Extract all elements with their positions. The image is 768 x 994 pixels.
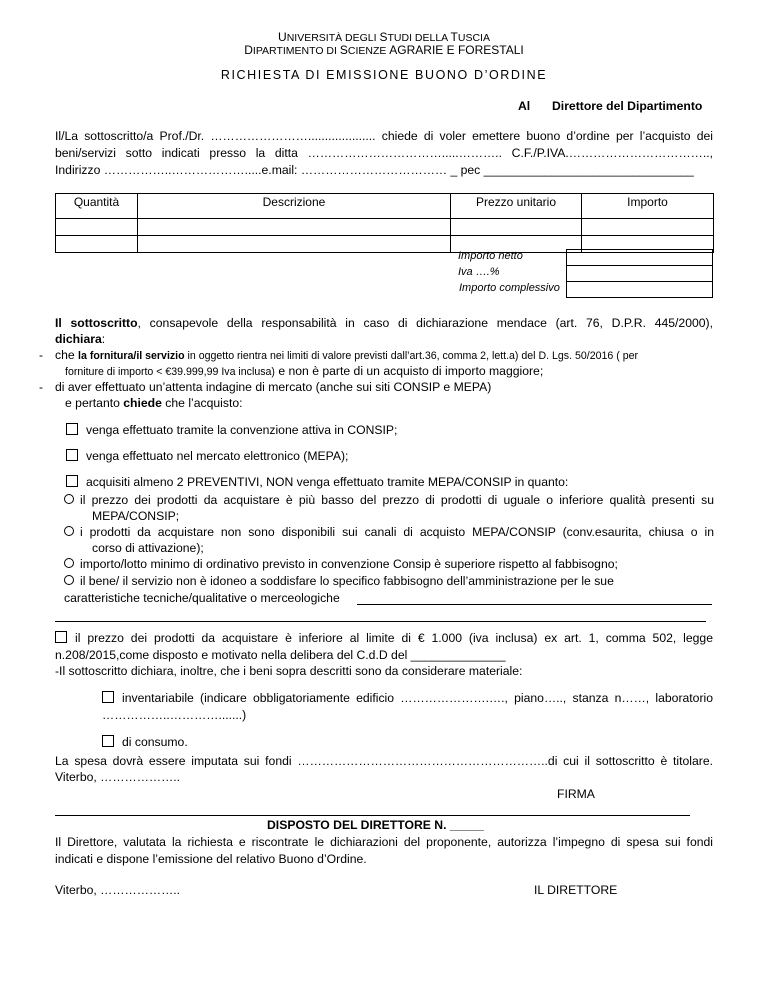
department-name: DIPARTIMENTO DI SCIENZE AGRARIE E FORESTALI [244,43,524,57]
importo-complessivo-label: Importo complessivo [459,282,560,294]
option-mepa: venga effettuato nel mercato elettronico (MEPA); [66,449,348,463]
intro-line-3: Indirizzo ……………..……………….....e.mail: ……………………………… _ pec _______________________________ [55,163,694,177]
il-direttore-label: IL DIRETTORE [534,883,618,897]
header-descrizione: Descrizione [138,194,451,219]
disposto-title: DISPOSTO DEL DIRETTORE N. _____ [267,818,484,832]
reason-1-cont: MEPA/CONSIP; [92,509,180,523]
signature-line[interactable] [55,815,690,816]
iva-label: Iva ….% [458,266,500,278]
table-cell[interactable] [56,236,138,253]
header-quantita: Quantità [56,194,138,219]
disposto-text-1: Il Direttore, valutata la richiesta e riscontrate le dichiarazioni del proponente, autorizza l’impegno di spesa sui fondi [55,835,713,849]
disposto-viterbo: Viterbo, ……………….. [55,883,181,897]
reason-3: importo/lotto minimo di ordinativo previsto in convenzione Consip è superiore rispetto al fabbisogno; [64,557,618,571]
reason-2-cont: corso di attivazione); [92,541,204,555]
items-table [55,193,714,253]
materials-text: -Il sottoscritto dichiara, inoltre, che i beni sopra descritti sono da considerare materiale: [55,664,523,678]
totals-table [566,249,713,298]
radio[interactable] [64,526,74,536]
reason-4-line[interactable] [357,604,712,605]
reason-4-cont: caratteristiche tecniche/qualitative o merceologiche [64,591,340,605]
item-dash: - [39,348,44,362]
table-cell[interactable] [138,219,451,236]
importo-complessivo-value[interactable] [567,282,713,298]
declaration-item-1-cont: forniture di importo < €39.999,99 Iva inclusa) e non è parte di un acquisto di importo maggiore; [65,364,544,378]
declaration-lead: Il sottoscritto, consapevole della responsabilità in caso di dichiarazione mendace (art. 76, D.P.R. 445/2000), [55,316,713,330]
university-name: UNIVERSITÀ DEGLI STUDI DELLA TUSCIA [278,30,490,44]
option-consumo: di consumo. [102,735,188,749]
checkbox[interactable] [102,691,114,703]
option-preventivi: acquisiti almeno 2 PREVENTIVI, NON venga effettuato tramite MEPA/CONSIP in quanto: [66,475,568,489]
checkbox[interactable] [55,631,67,643]
declaration-item-2: di aver effettuato un’attenta indagine di mercato (anche sui siti CONSIP e MEPA) [55,380,492,394]
addressee: Direttore del Dipartimento [552,99,703,113]
radio[interactable] [64,575,74,585]
iva-value[interactable] [567,266,713,282]
reason-4: il bene/ il servizio non è idoneo a soddisfare lo specifico fabbisogno dell’amministrazione per le sue [64,574,614,588]
importo-netto-value[interactable] [567,250,713,266]
checkbox[interactable] [66,475,78,487]
addressee-al: Al [518,99,531,113]
disposto-text-2: indicati e dispone l’emissione del relativo Buono d’Ordine. [55,852,367,866]
table-header-row [56,194,714,219]
viterbo-date: Viterbo, ……………….. [55,770,181,784]
checkbox[interactable] [66,423,78,435]
checkbox[interactable] [102,735,114,747]
reason-2: i prodotti da acquistare non sono disponibili sui canali di acquisto MEPA/CONSIP (conv.esaurita, chiusa o in [64,525,714,539]
importo-netto-label: Importo netto [458,250,523,262]
radio[interactable] [64,558,74,568]
reason-1: il prezzo dei prodotti da acquistare è più basso del prezzo di prodotti di uguale o inferiore qualità presenti su [64,493,714,507]
declaration-item-2-cont: e pertanto chiede che l’acquisto: [65,396,243,410]
option-inventariabile: inventariabile (indicare obbligatoriamente edificio ………………….…., piano….., stanza n……, laboratorio [102,691,713,705]
checkbox[interactable] [66,449,78,461]
fondi-line: La spesa dovrà essere imputata sui fondi ……………………………………………………..di cui il sottoscritto è titolare. [55,754,713,768]
option-consip: venga effettuato tramite la convenzione attiva in CONSIP; [66,423,397,437]
page-title: RICHIESTA DI EMISSIONE BUONO D’ORDINE [220,68,548,82]
firma-label: FIRMA [557,787,595,801]
radio[interactable] [64,494,74,504]
table-cell[interactable] [138,236,451,253]
declaration-item-1: che la fornitura/il servizio in oggetto rientra nei limiti di valore previsti dall’art.36, comma 2, lett.a) del D. Lgs. 50/2016 ( per [55,348,639,362]
table-cell[interactable] [582,219,714,236]
option-inventariabile-cont: ……………..………….......) [102,708,247,722]
blank-line[interactable] [55,621,706,622]
item-dash: - [39,380,44,394]
table-cell[interactable] [451,219,582,236]
header-prezzo: Prezzo unitario [451,194,582,219]
option-limit: il prezzo dei prodotti da acquistare è inferiore al limite di € 1.000 (iva inclusa) ex art. 1, comma 502, legge [55,631,713,645]
table-row [56,219,714,236]
option-limit-cont: n.208/2015,come disposto e motivato nella delibera del C.d.D del ______________ [55,648,506,662]
header-importo: Importo [582,194,714,219]
intro-line-2: beni/servizi sotto indicati presso la ditta …………………………….....……….. C.F./P.IVA.…………………………….., [55,146,713,160]
table-cell[interactable] [56,219,138,236]
dichiara-label: dichiara: [55,332,106,346]
intro-line-1: Il/La sottoscritto/a Prof./Dr. …………………….................... chiede di voler emettere buono d’ordine per l’acquisto dei [55,129,713,143]
